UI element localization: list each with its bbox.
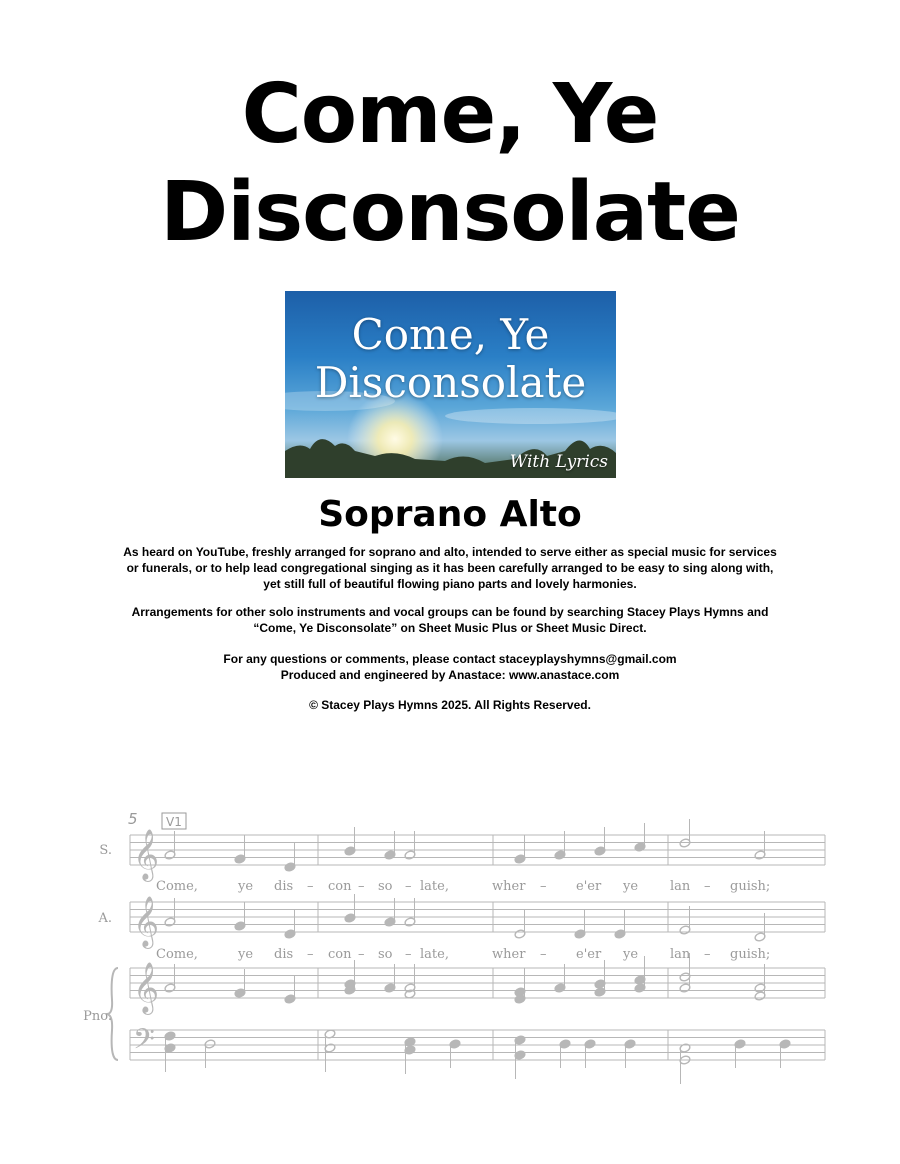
alto-lyric: – [704, 947, 711, 962]
arrangements-line: “Come, Ye Disconsolate” on Sheet Music Plus or Sheet Music Direct. [253, 621, 647, 635]
soprano-lyric: – [540, 879, 547, 894]
alto-lyric: e'er [576, 947, 602, 962]
soprano-lyric: ye [238, 879, 254, 894]
alto-lyric: – [307, 947, 314, 962]
soprano-lyric: – [358, 879, 365, 894]
contact-line: For any questions or comments, please contact staceyplayshymns@gmail.com [223, 652, 677, 666]
rehearsal-mark: V1 [166, 815, 182, 829]
soprano-lyric: – [704, 879, 711, 894]
treble-clef-icon: 𝄞 [133, 896, 160, 947]
treble-clef-icon: 𝄞 [133, 829, 160, 880]
music-preview [60, 800, 840, 1095]
description-paragraph [90, 544, 810, 592]
cover-tagline: With Lyrics [509, 452, 608, 472]
cover-title-line-2: Disconsolate [314, 358, 587, 407]
soprano-lyric: wher [492, 879, 526, 894]
alto-lyric: – [540, 947, 547, 962]
soprano-lyric: late, [420, 879, 449, 894]
alto-lyric: ye [623, 947, 639, 962]
voicing-subtitle: Soprano Alto [318, 494, 582, 535]
soprano-lyric: dis [274, 879, 294, 894]
soprano-lyric: guish; [730, 879, 771, 894]
title-line-1: Come, Ye [241, 67, 659, 162]
soprano-lyric: – [307, 879, 314, 894]
soprano-lyric: so [378, 879, 393, 894]
soprano-lyric: Come, [156, 879, 198, 894]
cover-title-line-1: Come, Ye [351, 310, 550, 359]
cloud-streak [445, 408, 616, 424]
alto-lyric: so [378, 947, 393, 962]
copyright-notice: © Stacey Plays Hymns 2025. All Rights Reserved. [309, 698, 591, 712]
alto-lyric: – [358, 947, 365, 962]
alto-lyric: con [328, 947, 352, 962]
arrangements-paragraph [90, 604, 810, 636]
arrangements-line: Arrangements for other solo instruments and vocal groups can be found by searching Stacey Plays Hymns and [131, 605, 769, 619]
page-title [0, 66, 900, 262]
soprano-lyric: – [405, 879, 412, 894]
soprano-lyric: e'er [576, 879, 602, 894]
alto-lyric: ye [238, 947, 254, 962]
alto-lyric: – [405, 947, 412, 962]
soprano-lyric: lan [670, 879, 691, 894]
contact-paragraph [90, 651, 810, 683]
alto-lyric: Come, [156, 947, 198, 962]
piano-label: Pno. [83, 1009, 112, 1024]
soprano-label: S. [99, 843, 112, 858]
alto-lyric: dis [274, 947, 294, 962]
description-line: yet still full of beautiful flowing piano parts and lovely harmonies. [263, 577, 637, 591]
alto-lyric: lan [670, 947, 691, 962]
alto-lyric: late, [420, 947, 449, 962]
alto-lyric: guish; [730, 947, 771, 962]
bass-clef-icon: 𝄢 [133, 1023, 155, 1063]
description-line: As heard on YouTube, freshly arranged for soprano and alto, intended to serve either as special music for services [123, 545, 777, 559]
treble-clef-icon: 𝄞 [133, 962, 160, 1013]
description-line: or funerals, or to help lead congregational singing as it has been carefully arranged to be easy to sing along with, [126, 561, 774, 575]
soprano-lyric: con [328, 879, 352, 894]
score-excerpt [60, 800, 840, 1090]
contact-line: Produced and engineered by Anastace: www.anastace.com [280, 668, 620, 682]
soprano-lyric: ye [623, 879, 639, 894]
cover-image [285, 291, 616, 478]
measure-number: 5 [128, 810, 138, 828]
title-line-2: Disconsolate [160, 165, 740, 260]
alto-lyric: wher [492, 947, 526, 962]
alto-label: A. [98, 911, 112, 926]
